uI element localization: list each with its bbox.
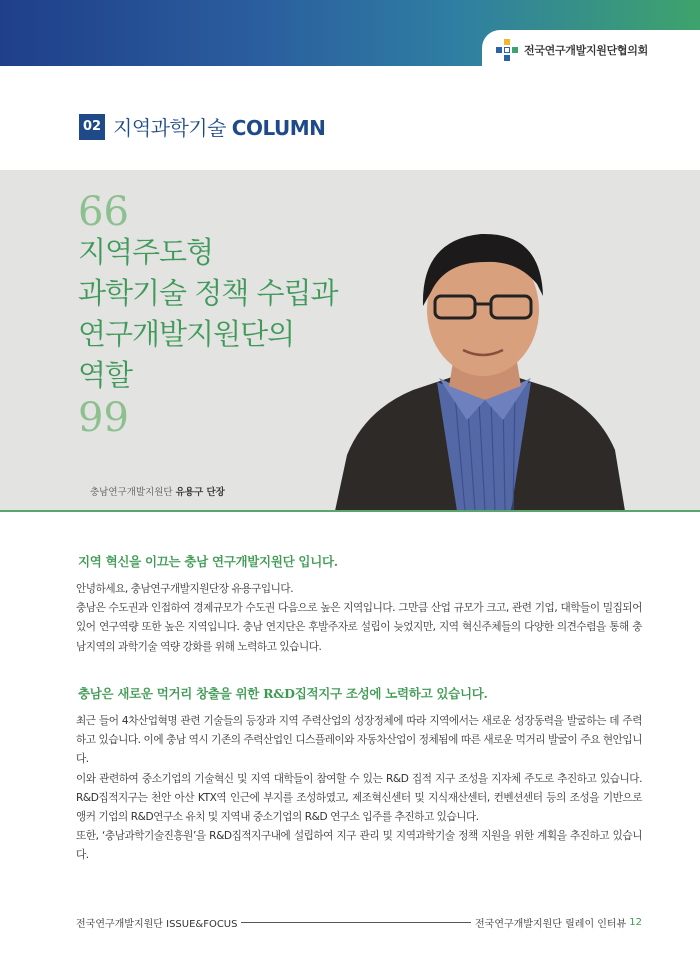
footer-rule [241,922,471,923]
page-number: 12 [629,916,642,928]
interviewee-portrait [335,210,625,511]
section-number: 02 [79,114,105,140]
section-title-en: COLUMN [231,116,326,140]
paragraph: 또한, ‘충남과학기술진흥원’을 R&D집적지구내에 설립하여 지구 관리 및 지역과학기술 정책 지원을 위한 계획을 추진하고 있습니다. [76,830,642,862]
headline-line: 연구개발지원단의 [78,317,295,351]
section2-heading: 충남은 새로운 먹거리 창출을 위한 R&D집적지구 조성에 노력하고 있습니다. [78,686,488,701]
headline-line: 과학기술 정책 수립과 [78,276,338,310]
byline-org: 충남연구개발지원단 [90,487,173,498]
section1-heading: 지역 혁신을 이끄는 충남 연구개발지원단 입니다. [78,554,338,569]
quote-close-mark: 99 [78,395,129,441]
paragraph: 충남은 수도권과 인접하여 경제규모가 수도권 다음으로 높은 지역입니다. 그만큼 산업 규모가 크고, 관련 기업, 대학들이 밀집되어 있어 연구역량 또한 높은 지역입니다. 충남 연지단은 후발주자로 설립이 늦었지만, 지역 혁신주체들의 다양한 의견수렴을 통해 충남지역의 과학기술 역량 강화를 위해 노력하고 있습니다. [76,602,642,653]
section1-body [76,580,642,657]
paragraph: 이와 관련하여 중소기업의 기술혁신 및 지역 대학들이 참여할 수 있는 R&D 집적 지구 조성을 지자체 주도로 추진하고 있습니다. R&D집적지구는 천안 아산 KTX역 인근에 부지를 조성하였고, 제조혁신센터 및 지식재산센터, 컨벤션센터 등의 조성을 기반으로 앵커 기업의 R&D연구소 유치 및 지역내 중소기업의 R&D 연구소 입주를 추진하고 있습니다. [76,772,642,824]
hero-divider [0,510,700,512]
hero-headline [78,232,338,396]
page-footer [76,915,642,929]
quote-open-mark: 66 [78,189,129,235]
section-heading [79,112,325,141]
footer-right: 전국연구개발지원단 릴레이 인터뷰 [475,918,627,930]
section-title-ko: 지역과학기술 [113,116,226,140]
headline-line: 역할 [78,358,133,392]
paragraph: 안녕하세요, 충남연구개발지원단장 유용구입니다. [76,583,294,595]
headline-line: 지역주도형 [78,235,214,269]
byline [90,484,225,498]
footer-left: 전국연구개발지원단 ISSUE&FOCUS [76,918,238,930]
byline-name: 유용구 단장 [175,487,225,498]
paragraph: 최근 들어 4차산업혁명 관련 기술들의 등장과 지역 주력산업의 성장정체에 따라 지역에서는 새로운 성장동력을 발굴하는 데 주력하고 있습니다. 이에 충남 역시 기존의 주력산업인 디스플레이와 자동차산업이 정체됨에 따른 새로운 먹거리 발굴이 주요 현안입니다. [76,715,642,766]
section2-body [76,712,642,866]
org-name: 전국연구개발지원단협의회 [524,44,648,57]
section-title [113,112,325,141]
org-logo-icon [496,39,518,61]
org-tab [482,30,700,70]
